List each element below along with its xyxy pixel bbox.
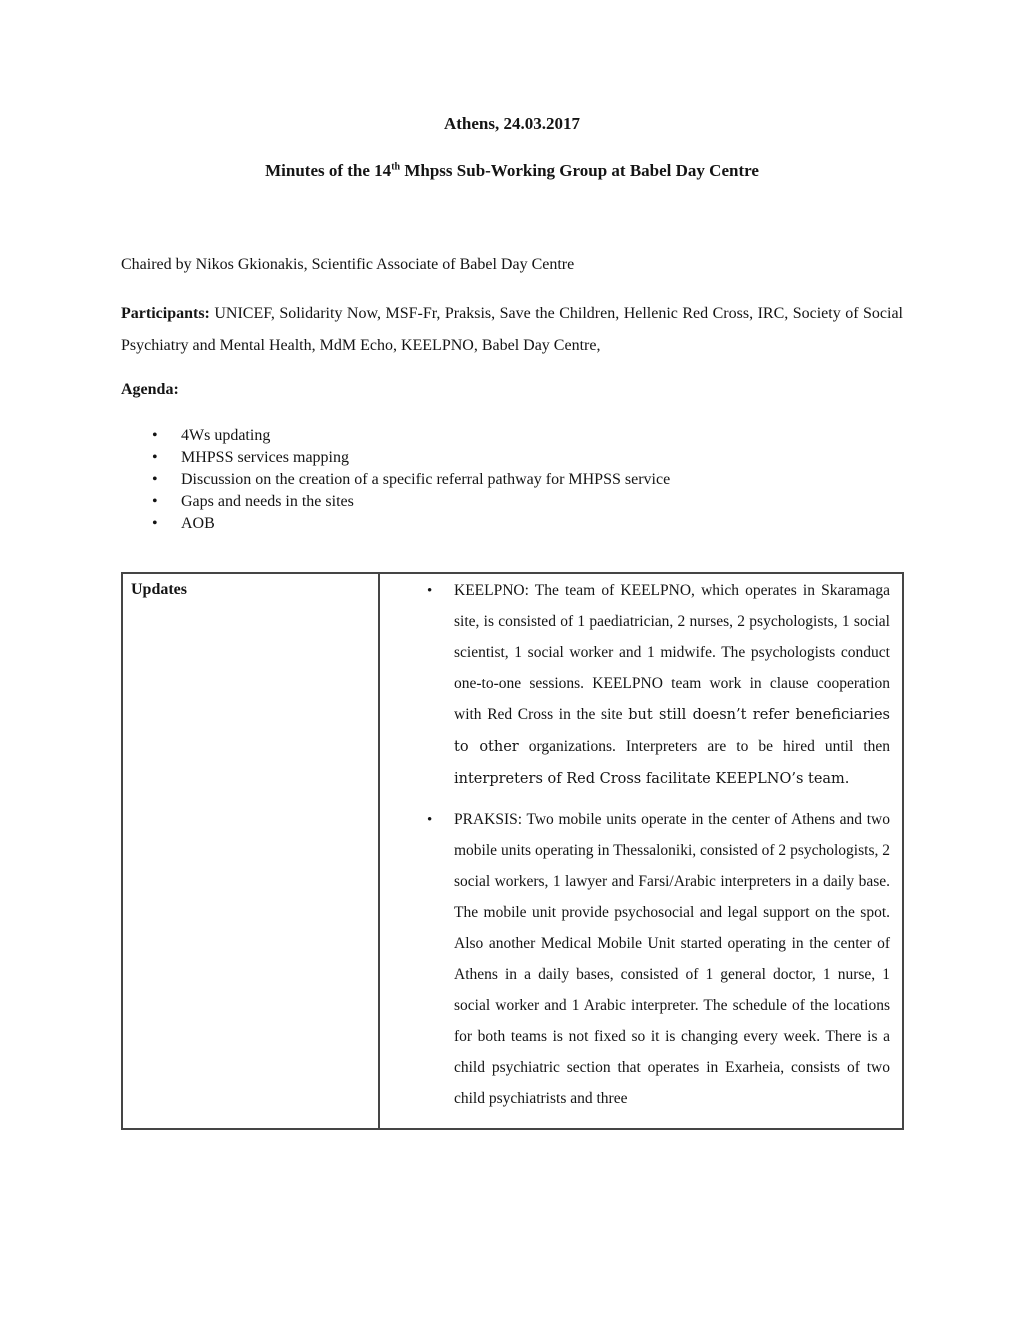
agenda-label: Agenda: [121,381,179,398]
chaired-by-line: Chaired by Nikos Gkionakis, Scientific Associate of Babel Day Centre [121,256,575,273]
updates-list [380,575,890,1114]
document-title [121,161,903,181]
update-text-altfont: but still doesn’t refer beneficiaries to other [454,707,891,755]
minutes-table [121,572,904,1130]
participants-label: Participants: [121,305,210,322]
update-item-keelpno [454,575,890,795]
table-row [122,573,903,1129]
document-title-suffix: Mhpss Sub-Working Group at Babel Day Centre [400,161,759,180]
agenda-item: • AOB [181,513,903,535]
update-text: KEELPNO: The team of KEELPNO, which operates in Skaramaga site, is consisted of 1 paediatrician, 2 nurses, 2 psychologists, 1 social scientist, 1 social worker and 1 midwife. The psychologists conduct one-to-one sessions. KEELPNO team work in clause cooperation with Red Cross in the site [454,582,890,723]
update-text: PRAKSIS: Two mobile units operate in the center of Athens and two mobile units operating in Thessaloniki, consisted of 2 psychologists, 2 social workers, 1 lawyer and Farsi/Arabic interpreters in a daily base. The mobile unit provide psychosocial and legal support on the spot. Also another Medical Mobile Unit started operating in the center of Athens in a daily bases, consisted of 1 general doctor, 1 nurse, 1 social worker and 1 Arabic interpreter. The schedule of the locations for both teams is not fixed so it is changing every week. There is a child psychiatric section that operates in Exarheia, consists of two child psychiatrists and three [454,811,890,1107]
updates-header-cell: Updates [122,573,379,1129]
participants-paragraph [121,298,903,362]
document-title-prefix: Minutes of the 14 [265,161,392,180]
update-item-praksis [454,804,890,1114]
participants-text: UNICEF, Solidarity Now, MSF-Fr, Praksis, Save the Children, Hellenic Red Cross, IRC, Society of Social Psychiatry and Mental Health, MdM Echo, KEELPNO, Babel Day Centre, [121,305,903,354]
update-text: organizations. Interpreters are to be hired until then [518,738,891,755]
agenda-item: • Discussion on the creation of a specific referral pathway for MHPSS service [181,469,903,491]
ordinal-superscript: th [391,161,401,173]
update-text-altfont: interpreters of Red Cross facilitate KEEPLNO’s team. [454,771,850,787]
agenda-item: • 4Ws updating [181,425,903,447]
agenda-item: • MHPSS services mapping [181,447,903,469]
date-heading: Athens, 24.03.2017 [443,114,580,133]
updates-content-cell [379,573,903,1129]
agenda-item: • Gaps and needs in the sites [181,491,903,513]
agenda-list [121,425,903,535]
